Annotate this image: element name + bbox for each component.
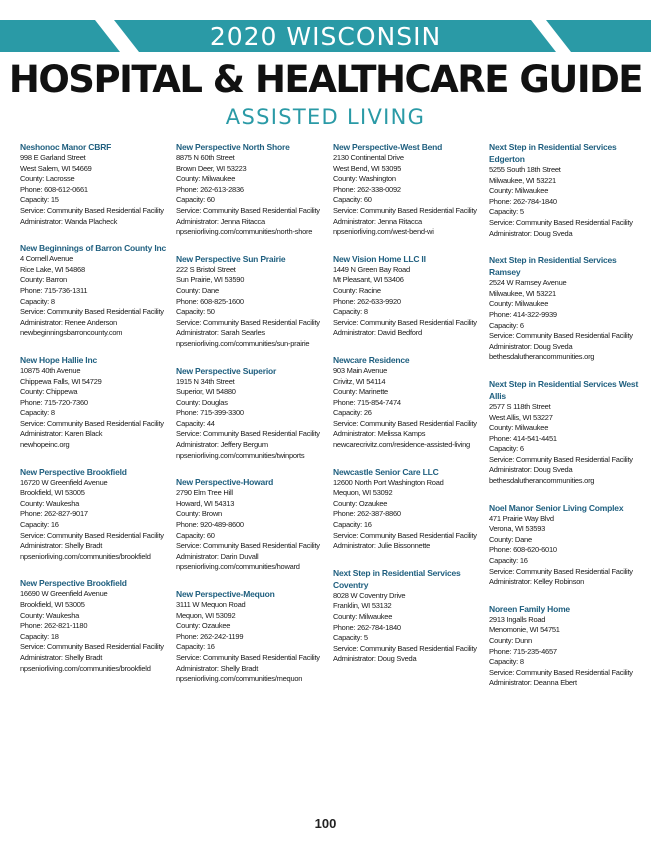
facility-detail: County: Racine xyxy=(333,285,381,295)
facility-detail: Milwaukee, WI 53221 xyxy=(489,288,556,298)
facility-detail: Administrator: Shelly Bradt xyxy=(176,663,259,673)
facility-listing xyxy=(333,141,483,238)
facility-detail: 903 Main Avenue xyxy=(333,365,388,375)
page-title: HOSPITAL & HEALTHCARE GUIDE xyxy=(8,58,643,101)
facility-detail: County: Ozaukee xyxy=(176,621,231,631)
facility-detail: Mt Pleasant, WI 53406 xyxy=(333,275,404,285)
facility-detail: Phone: 262-784-1840 xyxy=(333,622,401,632)
facility-name: Next Step in Residential Services West Allis xyxy=(489,378,639,401)
facility-detail: npseniorliving.com/communities/north-shore xyxy=(176,227,313,237)
facility-detail: Mequon, WI 53092 xyxy=(333,488,393,498)
facility-listing xyxy=(176,476,326,573)
facility-detail: npseniorliving.com/communities/howard xyxy=(176,562,300,572)
facility-detail: 2913 Ingalls Road xyxy=(489,614,546,624)
facility-detail: County: Washington xyxy=(333,174,396,184)
facility-detail: Phone: 414-541-4451 xyxy=(489,433,557,443)
facility-detail: West Allis, WI 53227 xyxy=(489,412,553,422)
facility-detail: Capacity: 60 xyxy=(176,530,215,540)
facility-name: Newcastle Senior Care LLC xyxy=(333,466,439,477)
facility-name: New Perspective Brookfield xyxy=(20,466,127,477)
facility-detail: Phone: 920-489-8600 xyxy=(176,520,244,530)
facility-detail: Phone: 262-821-1180 xyxy=(20,621,88,631)
facility-listing xyxy=(20,141,170,227)
facility-detail: Phone: 414-322-9939 xyxy=(489,309,557,319)
facility-listing xyxy=(489,502,644,588)
facility-listing xyxy=(489,603,644,689)
facility-detail: County: Barron xyxy=(20,275,67,285)
facility-detail: newcarecrivitz.com/residence-assisted-living xyxy=(333,440,470,450)
facility-detail: Service: Community Based Residential Facility xyxy=(20,307,164,317)
facility-detail: bethesdalutherancommunities.org xyxy=(489,352,595,362)
facility-detail: 471 Prairie Way Blvd xyxy=(489,513,554,523)
facility-detail: Service: Community Based Residential Facility xyxy=(176,541,320,551)
facility-detail: Phone: 608-612-0661 xyxy=(20,184,88,194)
facility-detail: Administrator: Wanda Placheck xyxy=(20,216,118,226)
facility-name: New Beginnings of Barron County Inc xyxy=(20,243,167,254)
facility-detail: Phone: 715-235-4657 xyxy=(489,646,557,656)
facility-detail: County: Marinette xyxy=(333,387,388,397)
facility-detail: Phone: 715-720-7360 xyxy=(20,397,88,407)
facility-detail: Administrator: David Bedford xyxy=(333,328,422,338)
facility-detail: Administrator: Shelly Bradt xyxy=(20,652,103,662)
facility-detail: Phone: 262-633-9920 xyxy=(333,296,401,306)
facility-name: New Perspective-Howard xyxy=(176,477,274,488)
facility-detail: Capacity: 8 xyxy=(20,296,55,306)
facility-name: New Perspective Sun Prairie xyxy=(176,253,286,264)
facility-detail: 222 S Bristol Street xyxy=(176,264,236,274)
facility-name: Noreen Family Home xyxy=(489,603,570,614)
facility-detail: Capacity: 16 xyxy=(489,556,528,566)
facility-detail: Capacity: 5 xyxy=(333,633,368,643)
facility-detail: County: Waukesha xyxy=(20,498,80,508)
facility-detail: Crivitz, WI 54114 xyxy=(333,376,386,386)
facility-name: New Perspective Brookfield xyxy=(20,578,127,589)
facility-detail: 4 Cornell Avenue xyxy=(20,254,73,264)
facility-detail: Service: Community Based Residential Facility xyxy=(333,317,477,327)
facility-detail: Service: Community Based Residential Facility xyxy=(176,205,320,215)
facility-listing xyxy=(176,365,326,462)
facility-name: New Perspective North Shore xyxy=(176,142,290,152)
facility-detail: Capacity: 16 xyxy=(20,520,59,530)
facility-detail: Phone: 262-784-1840 xyxy=(489,196,557,206)
listing-column-3 xyxy=(333,141,483,680)
facility-detail: Phone: 715-736-1311 xyxy=(20,285,88,295)
facility-detail: 1915 N 34th Street xyxy=(176,376,235,386)
facility-detail: 12600 North Port Washington Road xyxy=(333,477,444,487)
facility-detail: Service: Community Based Residential Facility xyxy=(20,418,164,428)
facility-detail: Capacity: 5 xyxy=(489,207,524,217)
facility-detail: Service: Community Based Residential Facility xyxy=(20,205,164,215)
facility-listing xyxy=(489,254,644,363)
facility-detail: Superior, WI 54880 xyxy=(176,387,236,397)
listing-column-1 xyxy=(20,141,170,689)
facility-detail: Administrator: Doug Sveda xyxy=(489,228,573,238)
facility-detail: County: Waukesha xyxy=(20,610,80,620)
facility-detail: Brookfield, WI 53005 xyxy=(20,488,85,498)
facility-detail: Service: Community Based Residential Facility xyxy=(176,317,320,327)
facility-detail: Rice Lake, WI 54868 xyxy=(20,264,85,274)
facility-listing xyxy=(489,141,644,239)
facility-detail: Service: Community Based Residential Facility xyxy=(333,643,477,653)
facility-detail: County: Lacrosse xyxy=(20,174,75,184)
facility-detail: npseniorliving.com/communities/twinports xyxy=(176,450,305,460)
facility-detail: Administrator: Shelly Bradt xyxy=(20,541,103,551)
facility-detail: bethesdalutherancommunities.org xyxy=(489,476,595,486)
facility-listing xyxy=(20,466,170,563)
listing-column-2 xyxy=(176,141,326,700)
facility-detail: County: Chippewa xyxy=(20,387,78,397)
facility-listing xyxy=(176,253,326,350)
facility-detail: 10875 40th Avenue xyxy=(20,365,81,375)
facility-detail: Administrator: Doug Sveda xyxy=(333,654,417,664)
facility-detail: Capacity: 44 xyxy=(176,418,215,428)
facility-detail: West Bend, WI 53095 xyxy=(333,163,402,173)
facility-detail: Service: Community Based Residential Facility xyxy=(176,652,320,662)
facility-detail: Chippewa Falls, WI 54729 xyxy=(20,376,102,386)
facility-detail: County: Milwaukee xyxy=(489,186,549,196)
listing-column-4 xyxy=(489,141,644,704)
facility-detail: Service: Community Based Residential Facility xyxy=(176,429,320,439)
facility-detail: Phone: 262-613-2836 xyxy=(176,184,244,194)
facility-detail: npseniorliving.com/communities/sun-prairie xyxy=(176,338,310,348)
facility-detail: Service: Community Based Residential Facility xyxy=(333,530,477,540)
section-subtitle: ASSISTED LIVING xyxy=(225,105,426,129)
facility-detail: Capacity: 60 xyxy=(176,195,215,205)
facility-listing xyxy=(333,567,483,665)
banner-title: 2020 WISCONSIN xyxy=(209,22,442,51)
facility-listing xyxy=(333,253,483,339)
facility-detail: County: Milwaukee xyxy=(333,612,393,621)
facility-detail: Administrator: Melissa Kamps xyxy=(333,429,426,439)
facility-detail: Franklin, WI 53132 xyxy=(333,601,392,611)
facility-detail: 2130 Continental Drive xyxy=(333,153,404,162)
facility-name: Next Step in Residential Services Edgerton xyxy=(489,142,617,164)
facility-detail: 2790 Elm Tree Hill xyxy=(176,488,233,498)
facility-listing xyxy=(20,354,170,451)
facility-detail: Menomonie, WI 54751 xyxy=(489,625,560,635)
facility-detail: Capacity: 8 xyxy=(333,307,368,317)
facility-listing xyxy=(333,466,483,552)
facility-detail: Service: Community Based Residential Facility xyxy=(489,566,633,576)
facility-detail: County: Dane xyxy=(176,285,219,295)
facility-detail: 2524 W Ramsey Avenue xyxy=(489,278,567,288)
facility-detail: Howard, WI 54313 xyxy=(176,498,235,508)
facility-detail: 8875 N 60th Street xyxy=(176,153,235,162)
facility-detail: Service: Community Based Residential Facility xyxy=(333,205,477,215)
facility-detail: Capacity: 16 xyxy=(176,642,215,652)
facility-name: New Hope Hallie Inc xyxy=(20,354,97,365)
facility-listing xyxy=(176,588,326,685)
facility-detail: Phone: 608-825-1600 xyxy=(176,296,244,306)
facility-detail: 5255 South 18th Street xyxy=(489,165,561,174)
facility-detail: Capacity: 60 xyxy=(333,195,372,205)
facility-detail: 1449 N Green Bay Road xyxy=(333,264,410,274)
facility-name: New Perspective-Mequon xyxy=(176,589,275,599)
facility-detail: Capacity: 15 xyxy=(20,195,59,205)
facility-detail: npseniorliving.com/communities/brookfield xyxy=(20,663,151,673)
facility-detail: newhopeinc.org xyxy=(20,440,70,450)
facility-detail: Administrator: Darin Duvall xyxy=(176,551,259,561)
facility-detail: Administrator: Jenna Ritacca xyxy=(176,216,265,226)
facility-detail: Sun Prairie, WI 53590 xyxy=(176,275,245,285)
facility-detail: County: Brown xyxy=(176,509,222,519)
facility-detail: Capacity: 8 xyxy=(489,657,524,667)
facility-detail: Administrator: Renee Anderson xyxy=(20,317,117,327)
facility-detail: County: Milwaukee xyxy=(176,174,236,184)
facility-detail: npseniorliving.com/west-bend-wi xyxy=(333,227,434,237)
facility-detail: Service: Community Based Residential Facility xyxy=(489,454,633,464)
facility-detail: Verona, WI 53593 xyxy=(489,524,546,534)
facility-detail: Administrator: Jeffery Bergum xyxy=(176,440,268,450)
facility-detail: Capacity: 16 xyxy=(333,520,372,530)
facility-name: Newcare Residence xyxy=(333,354,410,365)
facility-detail: County: Douglas xyxy=(176,397,228,407)
facility-detail: Service: Community Based Residential Facility xyxy=(489,667,633,677)
facility-detail: Brookfield, WI 53005 xyxy=(20,600,85,609)
facility-name: Next Step in Residential Services Ramsey xyxy=(489,255,617,278)
facility-detail: Service: Community Based Residential Facility xyxy=(20,530,164,540)
facility-detail: Administrator: Sarah Searles xyxy=(176,328,265,338)
facility-detail: Phone: 715-854-7474 xyxy=(333,397,401,407)
facility-name: New Vision Home LLC II xyxy=(333,253,426,264)
facility-detail: Administrator: Doug Sveda xyxy=(489,341,573,351)
facility-listing xyxy=(489,378,644,487)
facility-detail: Administrator: Deanna Ebert xyxy=(489,678,577,688)
facility-detail: newbeginningsbarroncounty.com xyxy=(20,328,123,338)
facility-detail: Capacity: 8 xyxy=(20,408,55,418)
header-banner xyxy=(0,0,651,52)
facility-detail: Administrator: Doug Sveda xyxy=(489,465,573,475)
facility-detail: County: Dane xyxy=(489,534,532,544)
facility-listing xyxy=(20,577,170,674)
facility-detail: Brown Deer, WI 53223 xyxy=(176,163,247,173)
facility-detail: Service: Community Based Residential Facility xyxy=(20,642,164,652)
facility-detail: npseniorliving.com/communities/brookfield xyxy=(20,551,151,561)
facility-detail: Capacity: 26 xyxy=(333,408,372,418)
facility-detail: Administrator: Julie Bissonnette xyxy=(333,541,431,551)
facility-detail: County: Dunn xyxy=(489,636,532,645)
facility-detail: Phone: 262-242-1199 xyxy=(176,631,244,641)
facility-detail: Mequon, WI 53092 xyxy=(176,610,236,620)
facility-listing xyxy=(176,141,326,238)
facility-name: Noel Manor Senior Living Complex xyxy=(489,502,624,513)
facility-detail: Phone: 262-338-0092 xyxy=(333,184,401,194)
facility-detail: Phone: 608-620-6010 xyxy=(489,545,557,555)
facility-detail: Service: Community Based Residential Facility xyxy=(489,217,633,227)
facility-listing xyxy=(333,354,483,451)
facility-detail: 8028 W Coventry Drive xyxy=(333,590,406,600)
facility-detail: Phone: 262-827-9017 xyxy=(20,509,88,519)
facility-detail: Service: Community Based Residential Facility xyxy=(489,331,633,341)
facility-name: New Perspective-West Bend xyxy=(333,142,443,152)
facility-detail: Phone: 715-399-3300 xyxy=(176,408,244,418)
facility-detail: Administrator: Jenna Ritacca xyxy=(333,216,422,226)
facility-detail: Milwaukee, WI 53221 xyxy=(489,175,556,185)
facility-detail: Capacity: 6 xyxy=(489,444,524,454)
facility-detail: npseniorliving.com/communities/mequon xyxy=(176,674,303,684)
facility-detail: Administrator: Kelley Robinson xyxy=(489,577,585,587)
facility-listing xyxy=(20,242,170,339)
facility-detail: Service: Community Based Residential Facility xyxy=(333,418,477,428)
facility-detail: Phone: 262-387-8860 xyxy=(333,509,401,519)
facility-detail: County: Milwaukee xyxy=(489,423,549,433)
facility-detail: Administrator: Karen Black xyxy=(20,429,103,439)
facility-detail: Capacity: 18 xyxy=(20,631,59,641)
facility-name: New Perspective Superior xyxy=(176,365,277,376)
facility-detail: 2577 S 118th Street xyxy=(489,401,551,411)
page-number: 100 xyxy=(314,816,337,831)
facility-detail: Capacity: 50 xyxy=(176,307,215,317)
facility-detail: West Salem, WI 54669 xyxy=(20,163,92,173)
facility-detail: Capacity: 6 xyxy=(489,320,524,330)
facility-name: Next Step in Residential Services Coventry xyxy=(333,567,461,590)
facility-detail: 16720 W Greenfield Avenue xyxy=(20,477,108,487)
facility-name: Neshonoc Manor CBRF xyxy=(20,142,112,152)
facility-detail: County: Ozaukee xyxy=(333,498,388,508)
facility-detail: County: Milwaukee xyxy=(489,299,549,309)
facility-detail: 3111 W Mequon Road xyxy=(176,600,246,609)
facility-detail: 16690 W Greenfield Avenue xyxy=(20,589,108,599)
facility-detail: 998 E Garland Street xyxy=(20,153,86,162)
